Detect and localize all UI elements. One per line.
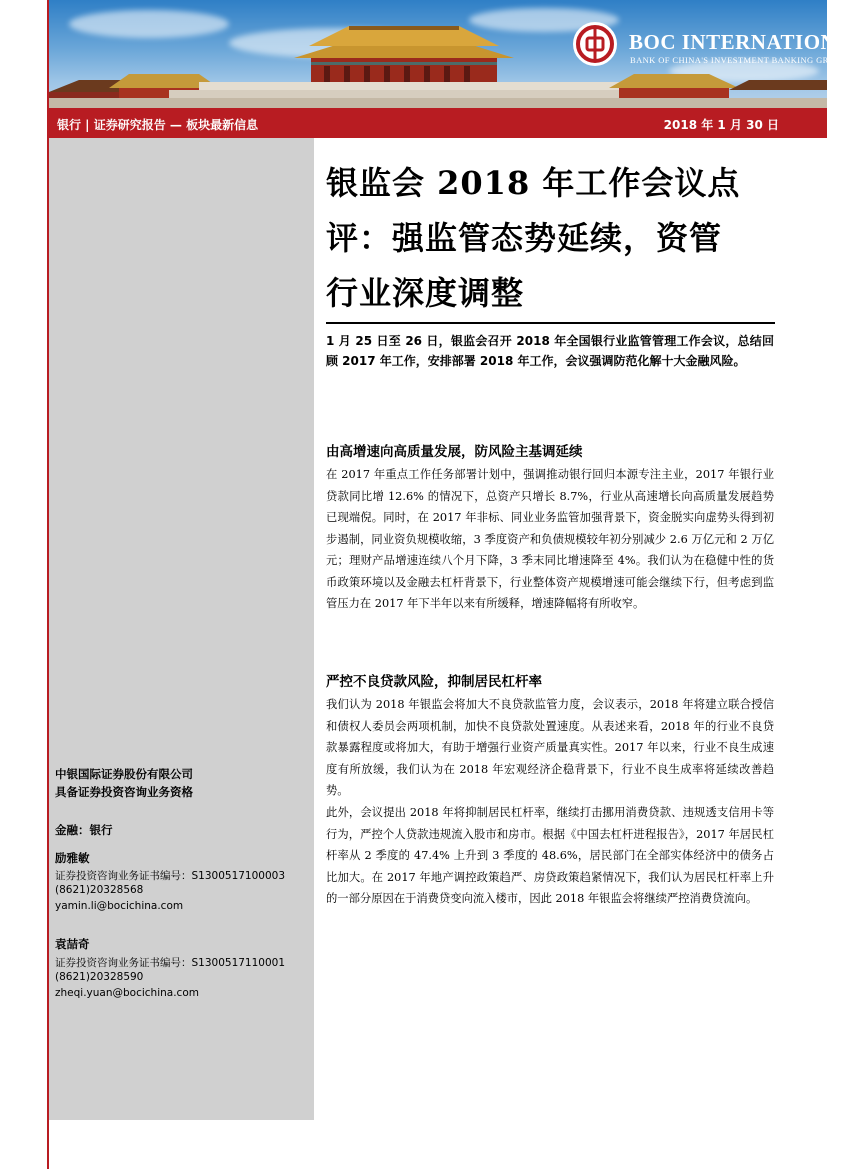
sidebar: [49, 138, 314, 1120]
body-paragraph: 我们认为 2018 年银监会将加大不良贷款监管力度，会议表示，2018 年将建立联合授信和债权人委员会两项机制，加快不良贷款处置速度。从表述来看，2018 年的行业不良贷款暴露程度或将加大，有助于增强行业资产质量真实性。2017 年以来，行业不良生成速度有所放缓，我们认为在 2018 年宏观经济企稳背景下，行业不良生成率将延续改善趋势。: [326, 698, 774, 797]
analyst-name: 励雅敏: [55, 851, 90, 865]
logo-wordmark: BOC INTERNATIONAL: [629, 30, 866, 54]
header-banner: [49, 0, 866, 108]
sector-label: 金融：银行: [55, 823, 113, 837]
company-name: 中银国际证券股份有限公司: [55, 767, 193, 781]
analyst-email[interactable]: yamin.li@bocichina.com: [55, 900, 184, 912]
title-line: 银监会 2018 年工作会议点: [326, 164, 741, 202]
analyst-phone: (8621)20328590: [55, 971, 144, 983]
analyst-license: 证券投资咨询业务证书编号：S1300517100003: [55, 870, 286, 882]
analyst-phone: (8621)20328568: [55, 884, 144, 896]
analyst-license: 证券投资咨询业务证书编号：S1300517110001: [55, 957, 286, 969]
analyst-name: 袁喆奇: [55, 937, 90, 951]
boc-logo-icon: [573, 22, 617, 66]
analyst-email[interactable]: zheqi.yuan@bocichina.com: [55, 987, 199, 999]
company-qualification: 具备证券投资咨询业务资格: [55, 785, 193, 799]
title-line: 评：强监管态势延续，资管: [326, 219, 723, 257]
title-line: 行业深度调整: [326, 274, 525, 312]
summary-paragraph: 1 月 25 日至 26 日，银监会召开 2018 年全国银行业监管管理工作会议，总结回顾 2017 年工作，安排部署 2018 年工作，会议强调防范化解十大金融风险。: [326, 334, 774, 368]
section-heading: 由高增速向高质量发展，防风险主基调延续: [326, 444, 583, 460]
body-paragraph: 在 2017 年重点工作任务部署计划中，强调推动银行回归本源专注主业，2017 年银行业贷款同比增 12.6% 的情况下，总资产只增长 8.7%，行业从高速增长向高质量发展趋势已现端倪。同时，在 2017 年非标、同业业务监管加强背景下，资金脱实向虚势头得到初步遏制，同业资负规模收缩，3 季度资产和负债规模较年初分别减少 2.6 万亿元和 2 万亿元；理财产品增速连续八个月下降，3 季末同比增速降至 4%。我们认为在稳健中性的货币政策环境以及金融去杠杆背景下，行业整体资产规模增速可能会继续下行，但考虑到监管压力在 2017 年下半年以来有所缓释，增速降幅将有所收窄。: [326, 468, 774, 610]
report-title: [326, 156, 786, 321]
logo-subtitle: BANK OF CHINA'S INVESTMENT BANKING GROUP: [630, 55, 847, 65]
title-divider: [326, 322, 775, 324]
report-date: 2018 年 1 月 30 日: [663, 118, 779, 132]
breadcrumb: 银行 | 证券研究报告 — 板块最新信息: [57, 118, 259, 132]
section-heading: 严控不良贷款风险，抑制居民杠杆率: [326, 674, 542, 690]
body-paragraph: 此外，会议提出 2018 年将抑制居民杠杆率，继续打击挪用消费贷款、违规透支信用卡等行为，严控个人贷款违规流入股市和房市。根据《中国去杠杆进程报告》，2017 年居民杠杆率从 2 季度的 47.4% 上升到 3 季度的 48.6%，居民部门在全部实体经济中的债务占比加大。在 2017 年地产调控政策趋严、房贷政策趋紧情况下，我们认为居民杠杆率上升的一部分原因在于消费贷变向流入楼市，因此 2018 年银监会将继续严控消费贷流向。: [326, 806, 774, 905]
